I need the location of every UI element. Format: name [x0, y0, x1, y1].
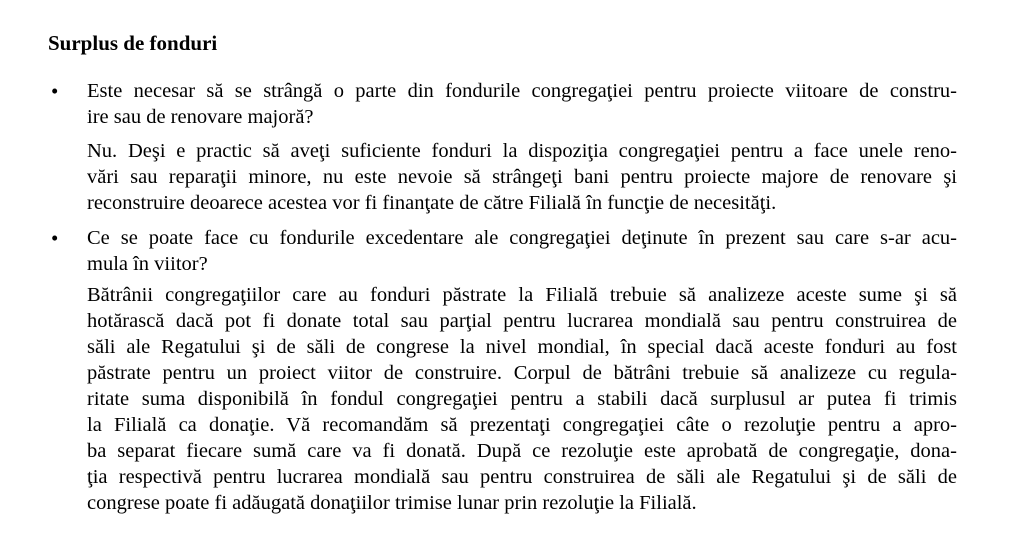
answer-line: ba separat fiecare sumă care va fi donată. După ce rezoluţie este aprobată de congregaţie, dona-	[87, 440, 957, 462]
answer-line: hotărască dacă pot fi donate total sau parţial pentru lucrarea mondială sau pentru construirea de	[87, 310, 957, 332]
answer-line: congrese poate fi adăugată donaţiilor trimise lunar prin rezoluţie la Filială.	[87, 492, 697, 514]
question-line: ire sau de renovare majoră?	[87, 106, 314, 128]
answer-line: reconstruire deoarece acestea vor fi finanţate de către Filială în funcţie de necesităţi.	[87, 192, 777, 214]
question-line: mula în viitor?	[87, 253, 208, 275]
section-heading: Surplus de fonduri	[48, 31, 218, 55]
answer-line: ritate suma disponibilă în fondul congregaţiei pentru a stabili dacă surplusul ar putea fi trimis	[87, 388, 957, 410]
question-paragraph	[87, 225, 957, 277]
answer-paragraph	[87, 282, 957, 516]
bullet-icon: •	[51, 226, 59, 250]
question-paragraph	[87, 78, 957, 130]
bullet-icon: •	[51, 79, 59, 103]
answer-line: Nu. Deşi e practic să aveţi suficiente fonduri la dispoziţia congregaţiei pentru a face unele reno-	[87, 140, 957, 162]
answer-line: păstrate pentru un proiect viitor de construire. Corpul de bătrâni trebuie să analizeze cu regula-	[87, 362, 957, 384]
question-line: Este necesar să se strângă o parte din fondurile congregaţiei pentru proiecte viitoare de constru-	[87, 80, 957, 102]
answer-paragraph	[87, 138, 957, 216]
answer-line: săli ale Regatului şi de săli de congrese la nivel mondial, în special dacă aceste fonduri au fost	[87, 336, 957, 358]
answer-line: Bătrânii congregaţiilor care au fonduri păstrate la Filială trebuie să analizeze aceste sume şi să	[87, 284, 957, 306]
answer-line: la Filială ca donaţie. Vă recomandăm să prezentaţi congregaţiei câte o rezoluţie pentru a apro-	[87, 414, 957, 436]
answer-line: vări sau reparaţii minore, nu este nevoie să strângeţi bani pentru proiecte majore de renovare şi	[87, 166, 957, 188]
question-line: Ce se poate face cu fondurile excedentare ale congregaţiei deţinute în prezent sau care s-ar acu-	[87, 227, 957, 249]
answer-line: ţia respectivă pentru lucrarea mondială sau pentru construirea de săli ale Regatului şi de săli de	[87, 466, 957, 488]
